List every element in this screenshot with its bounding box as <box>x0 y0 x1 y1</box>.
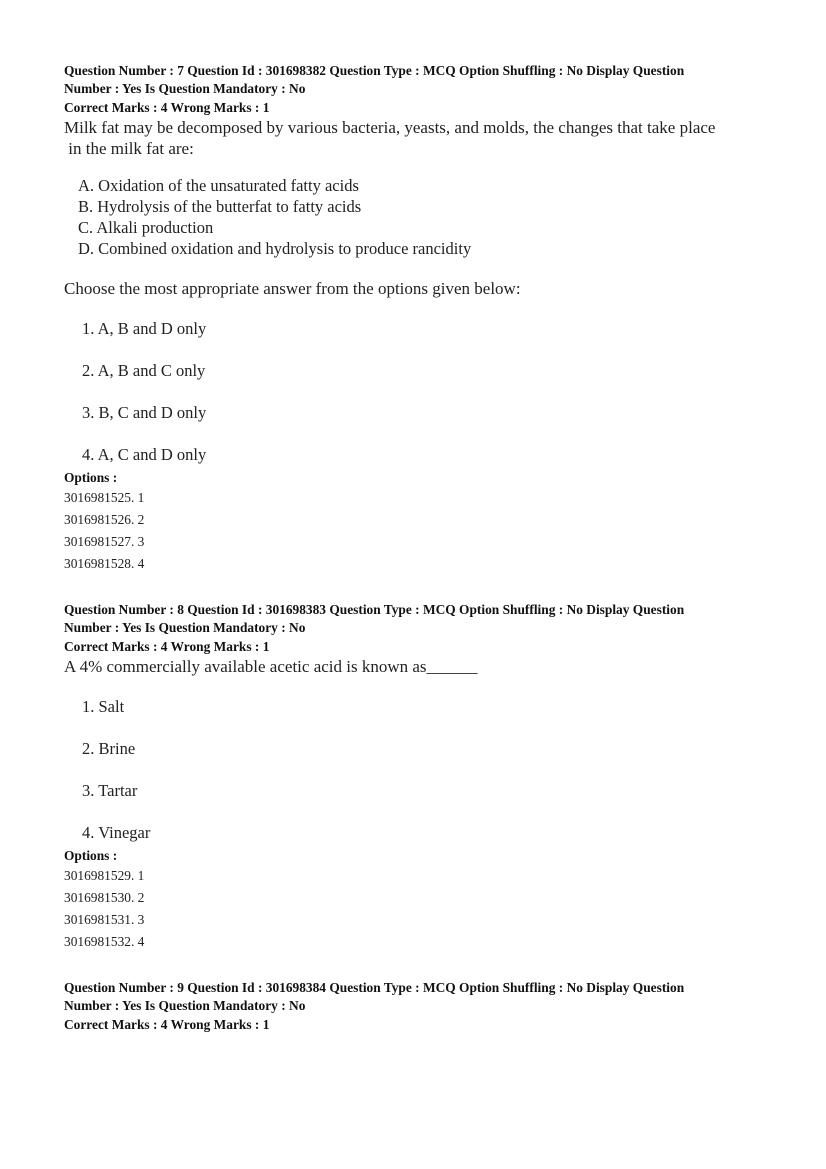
question-8-meta-line2: Number : Yes Is Question Mandatory : No <box>64 620 306 635</box>
question-spacer <box>64 575 764 601</box>
option-id: 3016981526. 2 <box>64 512 145 527</box>
question-8-text-line1: A 4% commercially available acetic acid is known as______ <box>64 657 478 676</box>
option-id: 3016981531. 3 <box>64 912 145 927</box>
question-7 <box>64 62 764 575</box>
option-id: 3016981530. 2 <box>64 890 145 905</box>
question-9 <box>64 979 764 1034</box>
statement-item: B. Hydrolysis of the butterfat to fatty acids <box>78 197 362 216</box>
question-8-marks: Correct Marks : 4 Wrong Marks : 1 <box>64 639 270 654</box>
answer-choice: 4. A, C and D only <box>82 445 207 464</box>
question-8 <box>64 601 764 953</box>
question-8-option-ids <box>64 865 764 953</box>
question-7-option-ids <box>64 487 764 575</box>
statement-item: A. Oxidation of the unsaturated fatty acids <box>78 176 359 195</box>
answer-choice: 3. B, C and D only <box>82 403 207 422</box>
question-7-text-line2: in the milk fat are: <box>64 139 194 158</box>
option-id: 3016981525. 1 <box>64 490 145 505</box>
question-8-answers <box>82 696 764 843</box>
answer-choice: 2. Brine <box>82 739 136 758</box>
statement-item: D. Combined oxidation and hydrolysis to produce rancidity <box>78 239 472 258</box>
question-7-meta-line2: Number : Yes Is Question Mandatory : No <box>64 81 306 96</box>
statement-item: C. Alkali production <box>78 218 214 237</box>
question-7-instruction: Choose the most appropriate answer from the options given below: <box>64 279 521 298</box>
option-id: 3016981529. 1 <box>64 868 145 883</box>
option-id: 3016981528. 4 <box>64 556 145 571</box>
exam-page <box>64 62 764 1034</box>
question-9-marks: Correct Marks : 4 Wrong Marks : 1 <box>64 1017 270 1032</box>
question-9-meta-line1: Question Number : 9 Question Id : 301698384 Question Type : MCQ Option Shuffling : No Display Question <box>64 980 685 995</box>
question-7-statements <box>78 175 764 259</box>
question-9-meta-line2: Number : Yes Is Question Mandatory : No <box>64 998 306 1013</box>
question-7-meta-line1: Question Number : 7 Question Id : 301698382 Question Type : MCQ Option Shuffling : No Display Question <box>64 63 685 78</box>
question-8-options-label: Options : <box>64 848 118 863</box>
question-7-marks: Correct Marks : 4 Wrong Marks : 1 <box>64 100 270 115</box>
option-id: 3016981532. 4 <box>64 934 145 949</box>
answer-choice: 3. Tartar <box>82 781 138 800</box>
question-8-meta-line1: Question Number : 8 Question Id : 301698383 Question Type : MCQ Option Shuffling : No Display Question <box>64 602 685 617</box>
question-7-answers <box>82 318 764 465</box>
question-7-text-line1: Milk fat may be decomposed by various bacteria, yeasts, and molds, the changes that take place <box>64 118 716 137</box>
question-spacer <box>64 953 764 979</box>
option-id: 3016981527. 3 <box>64 534 145 549</box>
answer-choice: 1. A, B and D only <box>82 319 207 338</box>
answer-choice: 1. Salt <box>82 697 125 716</box>
answer-choice: 2. A, B and C only <box>82 361 206 380</box>
answer-choice: 4. Vinegar <box>82 823 151 842</box>
question-7-options-label: Options : <box>64 470 118 485</box>
